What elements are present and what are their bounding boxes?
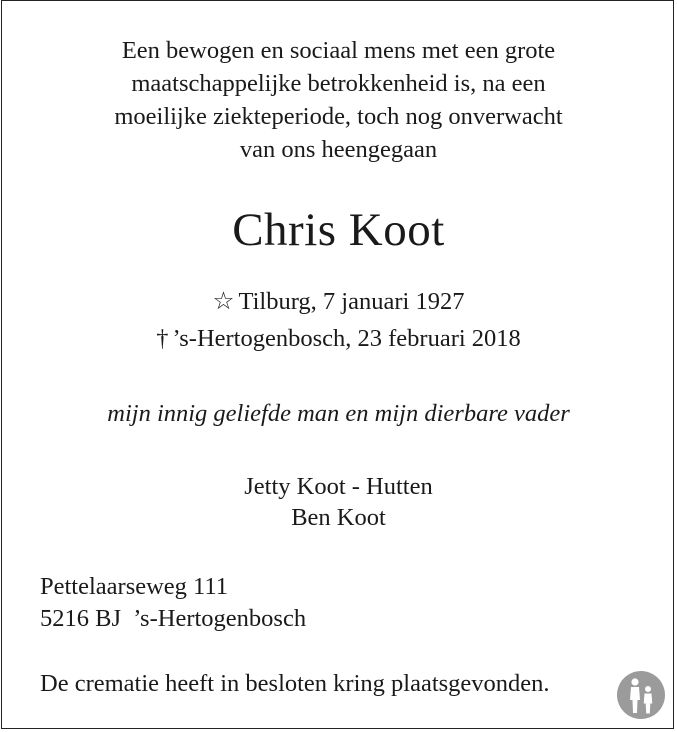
family-member: Jetty Koot - Hutten xyxy=(244,473,433,500)
intro-line: maatschappelijke betrokkenheid is, na een xyxy=(131,70,546,97)
tribute-line: mijn innig geliefde man en mijn dierbare vader xyxy=(107,400,570,427)
intro-text xyxy=(0,34,677,166)
death-line xyxy=(0,320,677,357)
family-silhouette-icon xyxy=(616,670,666,720)
birth-date: Tilburg, 7 januari 1927 xyxy=(238,288,465,315)
intro-line: moeilijke ziekteperiode, toch nog onverwacht xyxy=(114,103,563,130)
closing-note: De crematie heeft in besloten kring plaatsgevonden. xyxy=(40,670,550,697)
intro-line: van ons heengegaan xyxy=(239,136,438,163)
correspondence-address xyxy=(40,571,306,635)
deceased-name: Chris Koot xyxy=(232,204,445,256)
death-date: ’s-Hertogenbosch, 23 februari 2018 xyxy=(172,325,521,352)
intro-line: Een bewogen en sociaal mens met een grote xyxy=(121,37,556,64)
address-street: Pettelaarseweg 111 xyxy=(40,573,228,600)
star-icon: ☆ xyxy=(212,288,235,315)
address-city: 5216 BJ ’s-Hertogenbosch xyxy=(40,605,307,632)
cross-icon: † xyxy=(156,325,169,352)
life-dates xyxy=(0,283,677,357)
family-member: Ben Koot xyxy=(291,504,386,531)
birth-line xyxy=(0,283,677,320)
family-names xyxy=(0,471,677,533)
